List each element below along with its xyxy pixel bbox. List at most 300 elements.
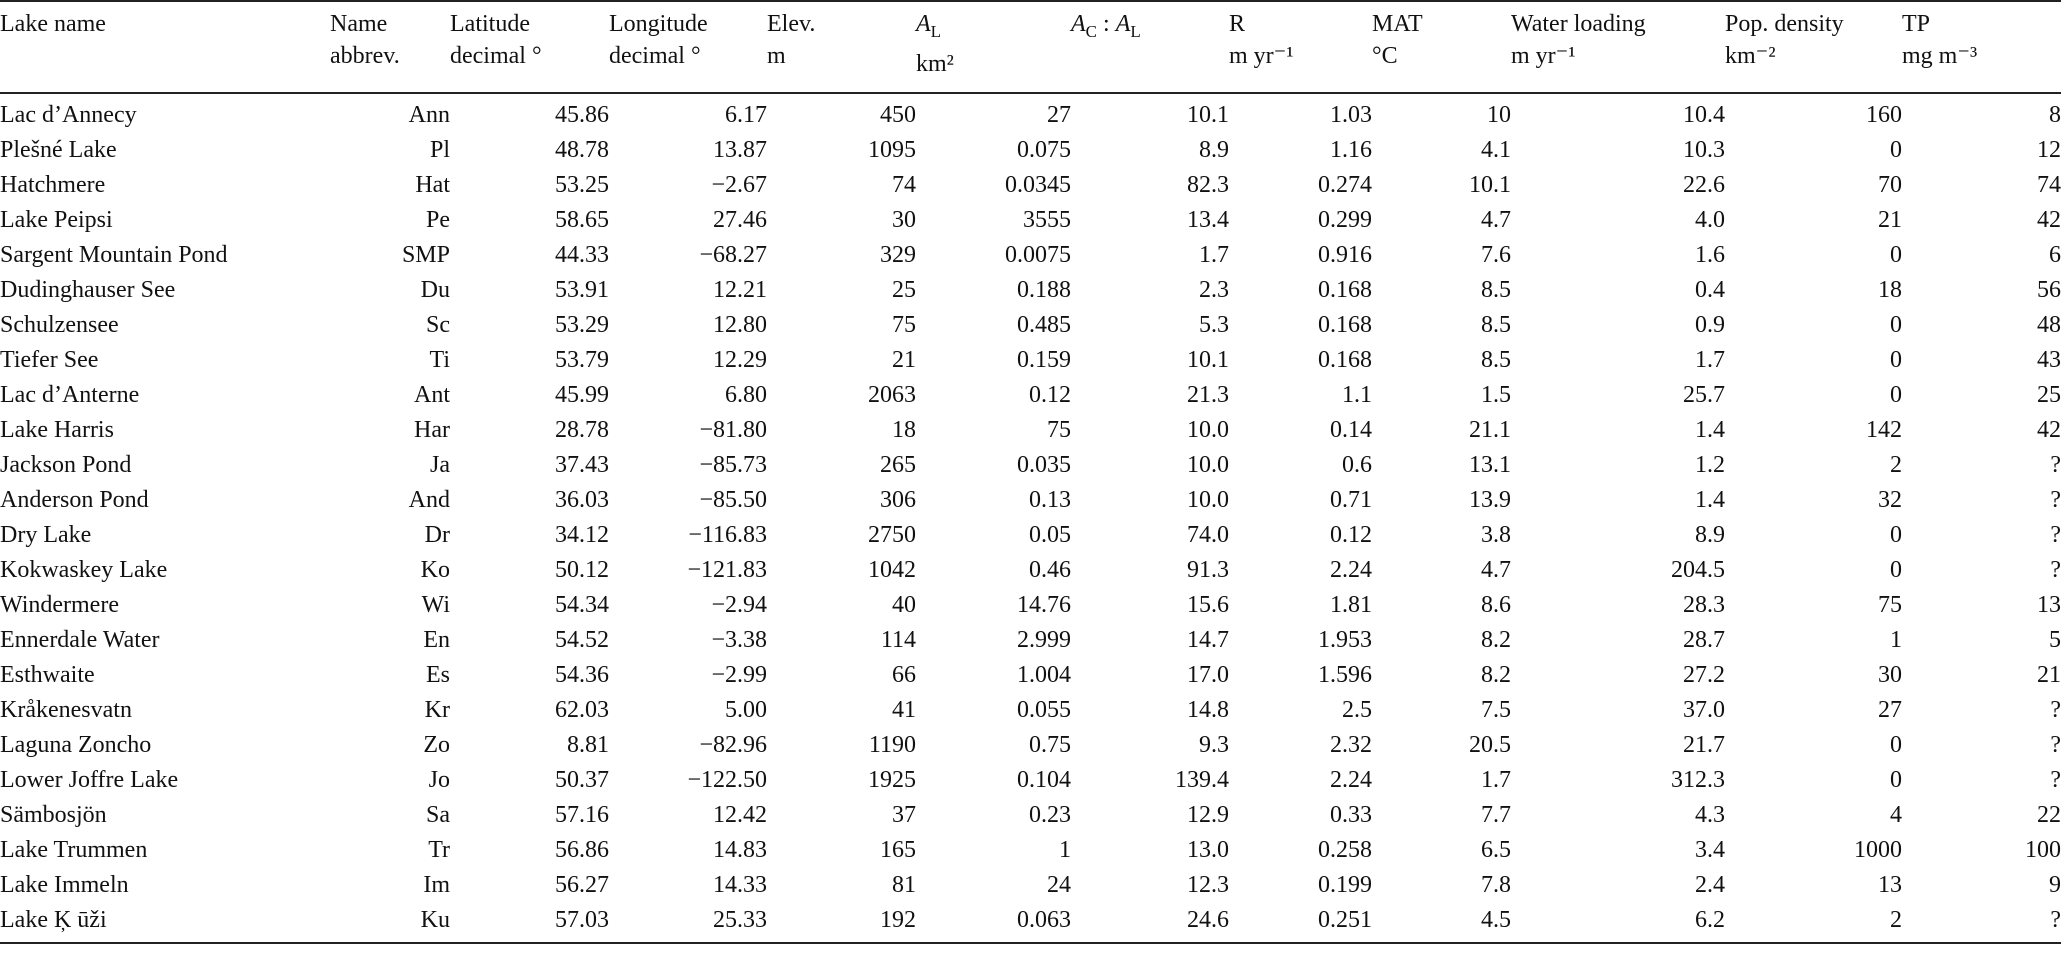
water-loading-cell: 37.0 [1683, 696, 1725, 723]
r-cell: 2.24 [1330, 766, 1372, 793]
water-loading-cell: 28.7 [1683, 626, 1725, 653]
catchment-ratio-cell: 10.0 [1187, 486, 1229, 513]
lake-name-cell: Lake Trummen [0, 836, 148, 863]
r-cell: 0.12 [1330, 521, 1372, 548]
abbrev-cell: Pl [429, 136, 450, 163]
tp-cell: 25 [2037, 381, 2061, 408]
water-loading-cell: 28.3 [1683, 591, 1725, 618]
elevation-cell: 1925 [868, 766, 916, 793]
r-cell: 1.03 [1330, 101, 1372, 128]
mat-cell: 7.6 [1481, 241, 1511, 268]
table-row [0, 553, 2061, 588]
mat-cell: 20.5 [1469, 731, 1511, 758]
abbrev-cell: Tr [428, 836, 450, 863]
abbrev-cell: Du [420, 276, 450, 303]
abbrev-cell: Ant [414, 381, 450, 408]
lake-area-cell: 0.485 [1017, 311, 1071, 338]
latitude-cell: 54.36 [555, 661, 609, 688]
latitude-cell: 53.25 [555, 171, 609, 198]
r-cell: 0.33 [1330, 801, 1372, 828]
catchment-ratio-cell: 91.3 [1187, 556, 1229, 583]
header-tp [1902, 1, 2061, 93]
abbrev-cell: And [408, 486, 450, 513]
mat-cell: 3.8 [1481, 521, 1511, 548]
table-body [0, 93, 2061, 943]
pop-density-cell: 0 [1890, 521, 1902, 548]
table-row [0, 378, 2061, 413]
lake-area-cell: 1.004 [1017, 661, 1071, 688]
header-pop-density [1725, 1, 1902, 93]
elevation-cell: 74 [892, 171, 916, 198]
longitude-cell: 14.33 [713, 871, 767, 898]
catchment-ratio-cell: 1.7 [1199, 241, 1229, 268]
lake-name-cell: Kråkenesvatn [0, 696, 132, 723]
pop-density-cell: 0 [1890, 136, 1902, 163]
latitude-cell: 45.86 [555, 101, 609, 128]
abbrev-cell: Ti [429, 346, 450, 373]
catchment-ratio-cell: 9.3 [1199, 731, 1229, 758]
header-catchment-ratio [1071, 1, 1229, 93]
lake-name-cell: Esthwaite [0, 661, 95, 688]
tp-cell: 8 [2049, 101, 2061, 128]
longitude-cell: 12.80 [713, 311, 767, 338]
lake-name-cell: Dudinghauser See [0, 276, 176, 303]
longitude-cell: −2.67 [711, 171, 767, 198]
lake-area-cell: 75 [1047, 416, 1071, 443]
longitude-cell: −81.80 [699, 416, 767, 443]
mat-cell: 7.5 [1481, 696, 1511, 723]
catchment-ratio-cell: 14.8 [1187, 696, 1229, 723]
abbrev-cell: Ann [408, 101, 450, 128]
latitude-cell: 36.03 [555, 486, 609, 513]
latitude-cell: 50.12 [555, 556, 609, 583]
r-cell: 0.916 [1318, 241, 1372, 268]
header-mat [1372, 1, 1511, 93]
lake-area-cell: 0.159 [1017, 346, 1071, 373]
water-loading-cell: 0.4 [1695, 276, 1725, 303]
latitude-cell: 50.37 [555, 766, 609, 793]
header-longitude-label: Longitude [609, 11, 708, 37]
mat-cell: 7.8 [1481, 871, 1511, 898]
abbrev-cell: Ja [430, 451, 450, 478]
catchment-ratio-cell: 2.3 [1199, 276, 1229, 303]
table-row [0, 728, 2061, 763]
latitude-cell: 58.65 [555, 206, 609, 233]
r-cell: 1.596 [1318, 661, 1372, 688]
catchment-ratio-cell: 17.0 [1187, 661, 1229, 688]
catchment-ratio-cell: 82.3 [1187, 171, 1229, 198]
table-row [0, 133, 2061, 168]
header-latitude-label: Latitude [450, 11, 530, 37]
lake-name-cell: Kokwaskey Lake [0, 556, 168, 583]
table-row [0, 623, 2061, 658]
water-loading-cell: 10.4 [1683, 101, 1725, 128]
elevation-cell: 192 [767, 903, 916, 943]
lake-name-cell: Anderson Pond [0, 486, 149, 513]
pop-density-cell: 0 [1890, 241, 1902, 268]
lake-name-cell: Schulzensee [0, 311, 119, 338]
pop-density-cell: 0 [1890, 731, 1902, 758]
water-loading-cell: 1.6 [1695, 241, 1725, 268]
header-mat-unit: °C [1372, 43, 1398, 69]
abbrev-cell: Sc [426, 311, 450, 338]
table-row [0, 693, 2061, 728]
elevation-cell: 329 [880, 241, 916, 268]
lake-area-cell: 1 [1059, 836, 1071, 863]
header-catchment-ratio-label: $A_C$ : $A_L$ [1071, 11, 1141, 41]
pop-density-cell: 13 [1878, 871, 1902, 898]
elevation-cell: 265 [880, 451, 916, 478]
mat-cell: 21.1 [1469, 416, 1511, 443]
lake-area-cell: 3555 [1023, 206, 1071, 233]
abbrev-cell: Hat [415, 171, 450, 198]
mat-cell: 4.7 [1481, 206, 1511, 233]
table-row [0, 168, 2061, 203]
mat-cell: 8.6 [1481, 591, 1511, 618]
mat-cell: 8.5 [1481, 276, 1511, 303]
r-cell: 2.32 [1330, 731, 1372, 758]
pop-density-cell: 75 [1878, 591, 1902, 618]
pop-density-cell: 160 [1866, 101, 1902, 128]
lake-name-cell: Windermere [0, 591, 119, 618]
table-row [0, 203, 2061, 238]
tp-cell: 42 [2037, 206, 2061, 233]
table-row [0, 518, 2061, 553]
lake-area-cell: 0.75 [1029, 731, 1071, 758]
lake-area-cell: 2.999 [1017, 626, 1071, 653]
header-r-unit: m yr⁻¹ [1229, 43, 1294, 69]
header-pop-density-unit: km⁻² [1725, 43, 1776, 69]
tp-cell: 42 [2037, 416, 2061, 443]
lake-area-cell: 0.13 [1029, 486, 1071, 513]
catchment-ratio-cell: 5.3 [1199, 311, 1229, 338]
mat-cell: 1.5 [1481, 381, 1511, 408]
mat-cell: 4.5 [1372, 903, 1511, 943]
elevation-cell: 2750 [868, 521, 916, 548]
water-loading-cell: 0.9 [1695, 311, 1725, 338]
longitude-cell: −2.94 [711, 591, 767, 618]
tp-cell: ? [2050, 556, 2061, 583]
water-loading-cell: 4.0 [1695, 206, 1725, 233]
header-lake-area-label: $A_L$ [916, 11, 942, 41]
longitude-cell: −116.83 [688, 521, 767, 548]
catchment-ratio-cell: 10.0 [1187, 416, 1229, 443]
lake-name-cell: Dry Lake [0, 521, 92, 548]
latitude-cell: 54.34 [555, 591, 609, 618]
pop-density-cell: 0 [1890, 311, 1902, 338]
longitude-cell: −2.99 [711, 661, 767, 688]
longitude-cell: −3.38 [711, 626, 767, 653]
mat-cell: 13.9 [1469, 486, 1511, 513]
tp-cell: 13 [2037, 591, 2061, 618]
abbrev-cell: Wi [421, 591, 450, 618]
water-loading-cell: 21.7 [1683, 731, 1725, 758]
table-row [0, 273, 2061, 308]
water-loading-cell: 4.3 [1695, 801, 1725, 828]
header-elevation [767, 1, 916, 93]
mat-cell: 10.1 [1469, 171, 1511, 198]
longitude-cell: 12.29 [713, 346, 767, 373]
header-mat-label: MAT [1372, 11, 1423, 37]
water-loading-cell: 8.9 [1695, 521, 1725, 548]
mat-cell: 8.5 [1481, 346, 1511, 373]
r-cell: 1.953 [1318, 626, 1372, 653]
pop-density-cell: 142 [1866, 416, 1902, 443]
longitude-cell: −122.50 [687, 766, 767, 793]
longitude-cell: −85.50 [699, 486, 767, 513]
pop-density-cell: 70 [1878, 171, 1902, 198]
tp-cell: 22 [2037, 801, 2061, 828]
water-loading-cell: 312.3 [1671, 766, 1725, 793]
lake-name-cell: Tiefer See [0, 346, 99, 373]
lake-area-cell: 0.063 [916, 903, 1071, 943]
lake-name-cell: Lake Immeln [0, 871, 129, 898]
elevation-cell: 165 [880, 836, 916, 863]
lake-area-cell: 0.104 [1017, 766, 1071, 793]
abbrev-cell: SMP [401, 241, 450, 268]
header-pop-density-label: Pop. density [1725, 11, 1844, 37]
water-loading-cell: 1.7 [1695, 346, 1725, 373]
lake-name-cell: Lac d’Annecy [0, 101, 137, 128]
table-row [0, 833, 2061, 868]
elevation-cell: 66 [892, 661, 916, 688]
table-row [0, 763, 2061, 798]
tp-cell: ? [2050, 521, 2061, 548]
longitude-cell: 12.21 [713, 276, 767, 303]
lake-area-cell: 24 [1047, 871, 1071, 898]
table-row [0, 868, 2061, 903]
catchment-ratio-cell: 74.0 [1187, 521, 1229, 548]
pop-density-cell: 0 [1890, 556, 1902, 583]
r-cell: 0.299 [1318, 206, 1372, 233]
abbrev-cell: Dr [424, 521, 450, 548]
mat-cell: 10 [1487, 101, 1511, 128]
tp-cell: 6 [2049, 241, 2061, 268]
longitude-cell: 25.33 [609, 903, 767, 943]
lake-name-cell: Lake Harris [0, 416, 114, 443]
r-cell: 0.71 [1330, 486, 1372, 513]
header-r-label: R [1229, 11, 1246, 37]
tp-cell: 43 [2037, 346, 2061, 373]
elevation-cell: 81 [892, 871, 916, 898]
elevation-cell: 75 [892, 311, 916, 338]
elevation-cell: 1042 [868, 556, 916, 583]
r-cell: 0.6 [1342, 451, 1372, 478]
tp-cell: 5 [2049, 626, 2061, 653]
longitude-cell: 13.87 [713, 136, 767, 163]
lake-area-cell: 0.035 [1017, 451, 1071, 478]
mat-cell: 8.2 [1481, 661, 1511, 688]
table-row [0, 658, 2061, 693]
lake-area-cell: 0.23 [1029, 801, 1071, 828]
abbrev-cell: Ku [330, 903, 450, 943]
elevation-cell: 114 [880, 626, 916, 653]
tp-cell: ? [2050, 486, 2061, 513]
lake-area-cell: 0.075 [1017, 136, 1071, 163]
lake-name-cell: Hatchmere [0, 171, 106, 198]
header-latitude-unit: decimal ° [450, 43, 542, 69]
pop-density-cell: 1000 [1854, 836, 1902, 863]
water-loading-cell: 27.2 [1683, 661, 1725, 688]
r-cell: 1.81 [1330, 591, 1372, 618]
abbrev-cell: Ko [420, 556, 450, 583]
lake-name-cell: Laguna Zoncho [0, 731, 152, 758]
table-row [0, 448, 2061, 483]
elevation-cell: 37 [892, 801, 916, 828]
header-water-loading [1511, 1, 1725, 93]
r-cell: 0.14 [1330, 416, 1372, 443]
water-loading-cell: 25.7 [1683, 381, 1725, 408]
catchment-ratio-cell: 12.9 [1187, 801, 1229, 828]
water-loading-cell: 204.5 [1671, 556, 1725, 583]
table-row [0, 93, 2061, 133]
pop-density-cell: 0 [1890, 346, 1902, 373]
water-loading-cell: 22.6 [1683, 171, 1725, 198]
elevation-cell: 1190 [868, 731, 916, 758]
longitude-cell: −85.73 [699, 451, 767, 478]
elevation-cell: 450 [880, 101, 916, 128]
header-longitude [609, 1, 767, 93]
tp-cell: ? [2050, 731, 2061, 758]
water-loading-cell: 10.3 [1683, 136, 1725, 163]
longitude-cell: 6.17 [725, 101, 767, 128]
water-loading-cell: 1.4 [1695, 416, 1725, 443]
water-loading-cell: 6.2 [1511, 903, 1725, 943]
latitude-cell: 53.29 [555, 311, 609, 338]
header-longitude-unit: decimal ° [609, 43, 701, 69]
pop-density-cell: 0 [1890, 766, 1902, 793]
latitude-cell: 37.43 [555, 451, 609, 478]
table-header-row [0, 1, 2061, 93]
mat-cell: 4.1 [1481, 136, 1511, 163]
latitude-cell: 62.03 [555, 696, 609, 723]
elevation-cell: 25 [892, 276, 916, 303]
tp-cell: ? [2050, 696, 2061, 723]
longitude-cell: −82.96 [699, 731, 767, 758]
r-cell: 1.16 [1330, 136, 1372, 163]
table-row [0, 308, 2061, 343]
header-lake-area-unit: km² [916, 50, 954, 77]
elevation-cell: 41 [892, 696, 916, 723]
abbrev-cell: Sa [426, 801, 450, 828]
elevation-cell: 30 [892, 206, 916, 233]
header-lake-area [916, 1, 1071, 93]
abbrev-cell: Zo [423, 731, 450, 758]
mat-cell: 13.1 [1469, 451, 1511, 478]
tp-cell: 9 [2049, 871, 2061, 898]
water-loading-cell: 1.2 [1695, 451, 1725, 478]
mat-cell: 8.2 [1481, 626, 1511, 653]
abbrev-cell: Im [423, 871, 450, 898]
latitude-cell: 53.79 [555, 346, 609, 373]
lake-name-cell: Sämbosjön [0, 801, 107, 828]
water-loading-cell: 1.4 [1695, 486, 1725, 513]
tp-cell: ? [2050, 451, 2061, 478]
pop-density-cell: 18 [1878, 276, 1902, 303]
catchment-ratio-cell: 13.0 [1187, 836, 1229, 863]
lake-name-cell: Lake Peipsi [0, 206, 113, 233]
water-loading-cell: 3.4 [1695, 836, 1725, 863]
catchment-ratio-cell: 10.1 [1187, 101, 1229, 128]
table-row [0, 238, 2061, 273]
latitude-cell: 57.16 [555, 801, 609, 828]
r-cell: 0.274 [1318, 171, 1372, 198]
latitude-cell: 34.12 [555, 521, 609, 548]
tp-cell: ? [2050, 766, 2061, 793]
catchment-ratio-cell: 21.3 [1187, 381, 1229, 408]
table-row [0, 483, 2061, 518]
pop-density-cell: 32 [1878, 486, 1902, 513]
lake-name-cell: Jackson Pond [0, 451, 132, 478]
pop-density-cell: 2 [1890, 451, 1902, 478]
lake-name-cell: Plešné Lake [0, 136, 117, 163]
water-loading-cell: 2.4 [1695, 871, 1725, 898]
abbrev-cell: Pe [426, 206, 450, 233]
table-row [0, 903, 2061, 943]
tp-cell: 56 [2037, 276, 2061, 303]
catchment-ratio-cell: 24.6 [1071, 903, 1229, 943]
header-elevation-unit: m [767, 43, 786, 69]
lake-name-cell: Lower Joffre Lake [0, 766, 179, 793]
pop-density-cell: 4 [1890, 801, 1902, 828]
header-name-abbrev-label: Name [330, 11, 388, 37]
elevation-cell: 18 [892, 416, 916, 443]
header-water-loading-unit: m yr⁻¹ [1511, 43, 1576, 69]
header-r [1229, 1, 1372, 93]
tp-cell: 48 [2037, 311, 2061, 338]
catchment-ratio-cell: 10.0 [1187, 451, 1229, 478]
latitude-cell: 53.91 [555, 276, 609, 303]
abbrev-cell: En [423, 626, 450, 653]
catchment-ratio-cell: 15.6 [1187, 591, 1229, 618]
header-lake-name-label: Lake name [0, 11, 106, 37]
table-row [0, 798, 2061, 833]
table-row [0, 588, 2061, 623]
r-cell: 1.1 [1342, 381, 1372, 408]
lake-area-cell: 0.0075 [1005, 241, 1071, 268]
mat-cell: 7.7 [1481, 801, 1511, 828]
lake-area-cell: 0.12 [1029, 381, 1071, 408]
r-cell: 0.251 [1229, 903, 1372, 943]
header-tp-unit: mg m⁻³ [1902, 43, 1978, 69]
lake-area-cell: 0.05 [1029, 521, 1071, 548]
elevation-cell: 2063 [868, 381, 916, 408]
header-elevation-label: Elev. [767, 11, 816, 37]
mat-cell: 1.7 [1481, 766, 1511, 793]
header-latitude [450, 1, 609, 93]
latitude-cell: 45.99 [555, 381, 609, 408]
header-tp-label: TP [1902, 11, 1931, 37]
latitude-cell: 28.78 [555, 416, 609, 443]
lake-area-cell: 0.055 [1017, 696, 1071, 723]
latitude-cell: 48.78 [555, 136, 609, 163]
catchment-ratio-cell: 10.1 [1187, 346, 1229, 373]
pop-density-cell: 0 [1890, 381, 1902, 408]
latitude-cell: 8.81 [567, 731, 609, 758]
lake-area-cell: 0.0345 [1005, 171, 1071, 198]
catchment-ratio-cell: 8.9 [1199, 136, 1229, 163]
header-name-abbrev-unit: abbrev. [330, 43, 400, 69]
lake-area-cell: 0.188 [1017, 276, 1071, 303]
header-water-loading-label: Water loading [1511, 11, 1646, 37]
abbrev-cell: Kr [424, 696, 450, 723]
r-cell: 0.199 [1318, 871, 1372, 898]
lake-area-cell: 0.46 [1029, 556, 1071, 583]
elevation-cell: 21 [892, 346, 916, 373]
pop-density-cell: 27 [1878, 696, 1902, 723]
table-row [0, 413, 2061, 448]
longitude-cell: 6.80 [725, 381, 767, 408]
